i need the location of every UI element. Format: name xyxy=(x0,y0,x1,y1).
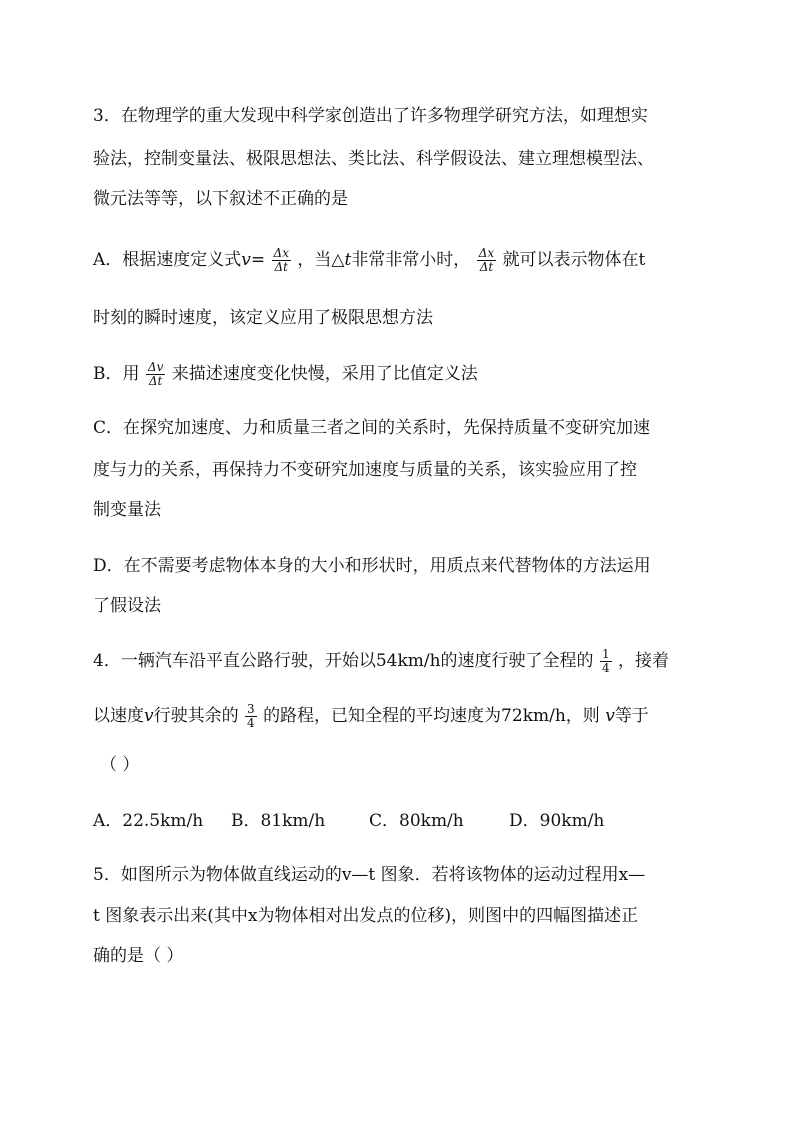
fraction-numerator: Δx xyxy=(478,246,495,260)
q3-option-b xyxy=(93,361,478,388)
q3-option-a-tail: 就可以表示物体在t xyxy=(502,250,646,270)
fraction-dx-dt xyxy=(272,247,291,274)
q4-option-c: C．80km/h xyxy=(369,811,464,831)
fraction-denominator: Δt xyxy=(479,260,494,274)
velocity-symbol: v xyxy=(241,250,251,270)
equals-sign: = xyxy=(250,250,266,270)
q5-stem-line2: t 图象表示出来(其中x为物体相对出发点的位移)，则图中的四幅图描述正 xyxy=(93,906,639,926)
q4-line2-prefix: 以速度 xyxy=(93,706,144,726)
fraction-numerator: Δv xyxy=(147,360,164,374)
q3-option-a-line1 xyxy=(93,247,645,274)
fraction-denominator: Δt xyxy=(148,374,163,388)
q3-option-a-mid: ，当△ xyxy=(297,250,345,270)
q4-options xyxy=(93,810,604,832)
fraction-dx-dt-2 xyxy=(477,247,496,274)
q3-option-d-line1: D．在不需要考虑物体本身的大小和形状时，用质点来代替物体的方法运用 xyxy=(93,556,651,576)
q4-line1-suffix: ，接着 xyxy=(618,651,669,671)
fraction-numerator: Δx xyxy=(273,246,289,260)
velocity-symbol: v xyxy=(605,706,615,726)
q3-option-c-line2: 度与力的关系，再保持力不变研究加速度与质量的关系，该实验应用了控 xyxy=(93,460,637,480)
q3-option-a-mid2: 非常非常小时， xyxy=(351,250,471,270)
q4-answer-blank: （ ） xyxy=(100,755,140,775)
q4-line2-suffix: 等于 xyxy=(614,706,649,726)
time-symbol: t xyxy=(344,250,352,270)
q4-line1-prefix: 4．一辆汽车沿平直公路行驶，开始以54km/h的速度行驶了全程的 xyxy=(93,651,594,671)
q4-line2-mid: 行驶其余的 xyxy=(153,706,239,726)
q4-option-b: B．81km/h xyxy=(231,811,326,831)
fraction-one-quarter xyxy=(600,648,612,675)
q4-option-a: A．22.5km/h xyxy=(93,811,204,831)
fraction-denominator: Δt xyxy=(274,260,289,274)
q3-stem-line2: 验法，控制变量法、极限思想法、类比法、科学假设法、建立理想模型法、 xyxy=(93,149,654,169)
q4-stem-line1 xyxy=(93,648,669,675)
fraction-numerator: 1 xyxy=(601,647,610,661)
fraction-denominator: 4 xyxy=(601,661,610,675)
q3-option-a-line2: 时刻的瞬时速度，该定义应用了极限思想方法 xyxy=(93,308,433,328)
fraction-three-quarters xyxy=(245,703,257,730)
q3-option-c-line1: C．在探究加速度、力和质量三者之间的关系时，先保持质量不变研究加速 xyxy=(93,418,651,438)
fraction-numerator: 3 xyxy=(247,702,255,716)
fraction-dv-dt xyxy=(146,361,165,388)
q3-option-a-prefix: A．根据速度定义式 xyxy=(93,250,242,270)
q4-stem-line2 xyxy=(93,703,649,730)
velocity-symbol: v xyxy=(144,706,154,726)
q4-line2-mid2: 的路程，已知全程的平均速度为72km/h，则 xyxy=(263,706,600,726)
fraction-denominator: 4 xyxy=(247,716,255,730)
q3-stem-line1: 3．在物理学的重大发现中科学家创造出了许多物理学研究方法，如理想实 xyxy=(93,106,648,126)
q3-option-b-tail: 来描述速度变化快慢，采用了比值定义法 xyxy=(171,364,478,384)
q5-stem-line1: 5．如图所示为物体做直线运动的v—t 图象．若将该物体的运动过程用x— xyxy=(93,865,646,885)
q5-stem-line3: 确的是（ ） xyxy=(93,946,184,966)
q4-option-d: D．90km/h xyxy=(509,811,605,831)
q3-stem-line3: 微元法等等，以下叙述不正确的是 xyxy=(93,189,348,209)
q3-option-b-prefix: B．用 xyxy=(93,364,140,384)
q3-option-d-line2: 了假设法 xyxy=(93,596,161,616)
q3-option-c-line3: 制变量法 xyxy=(93,500,161,520)
